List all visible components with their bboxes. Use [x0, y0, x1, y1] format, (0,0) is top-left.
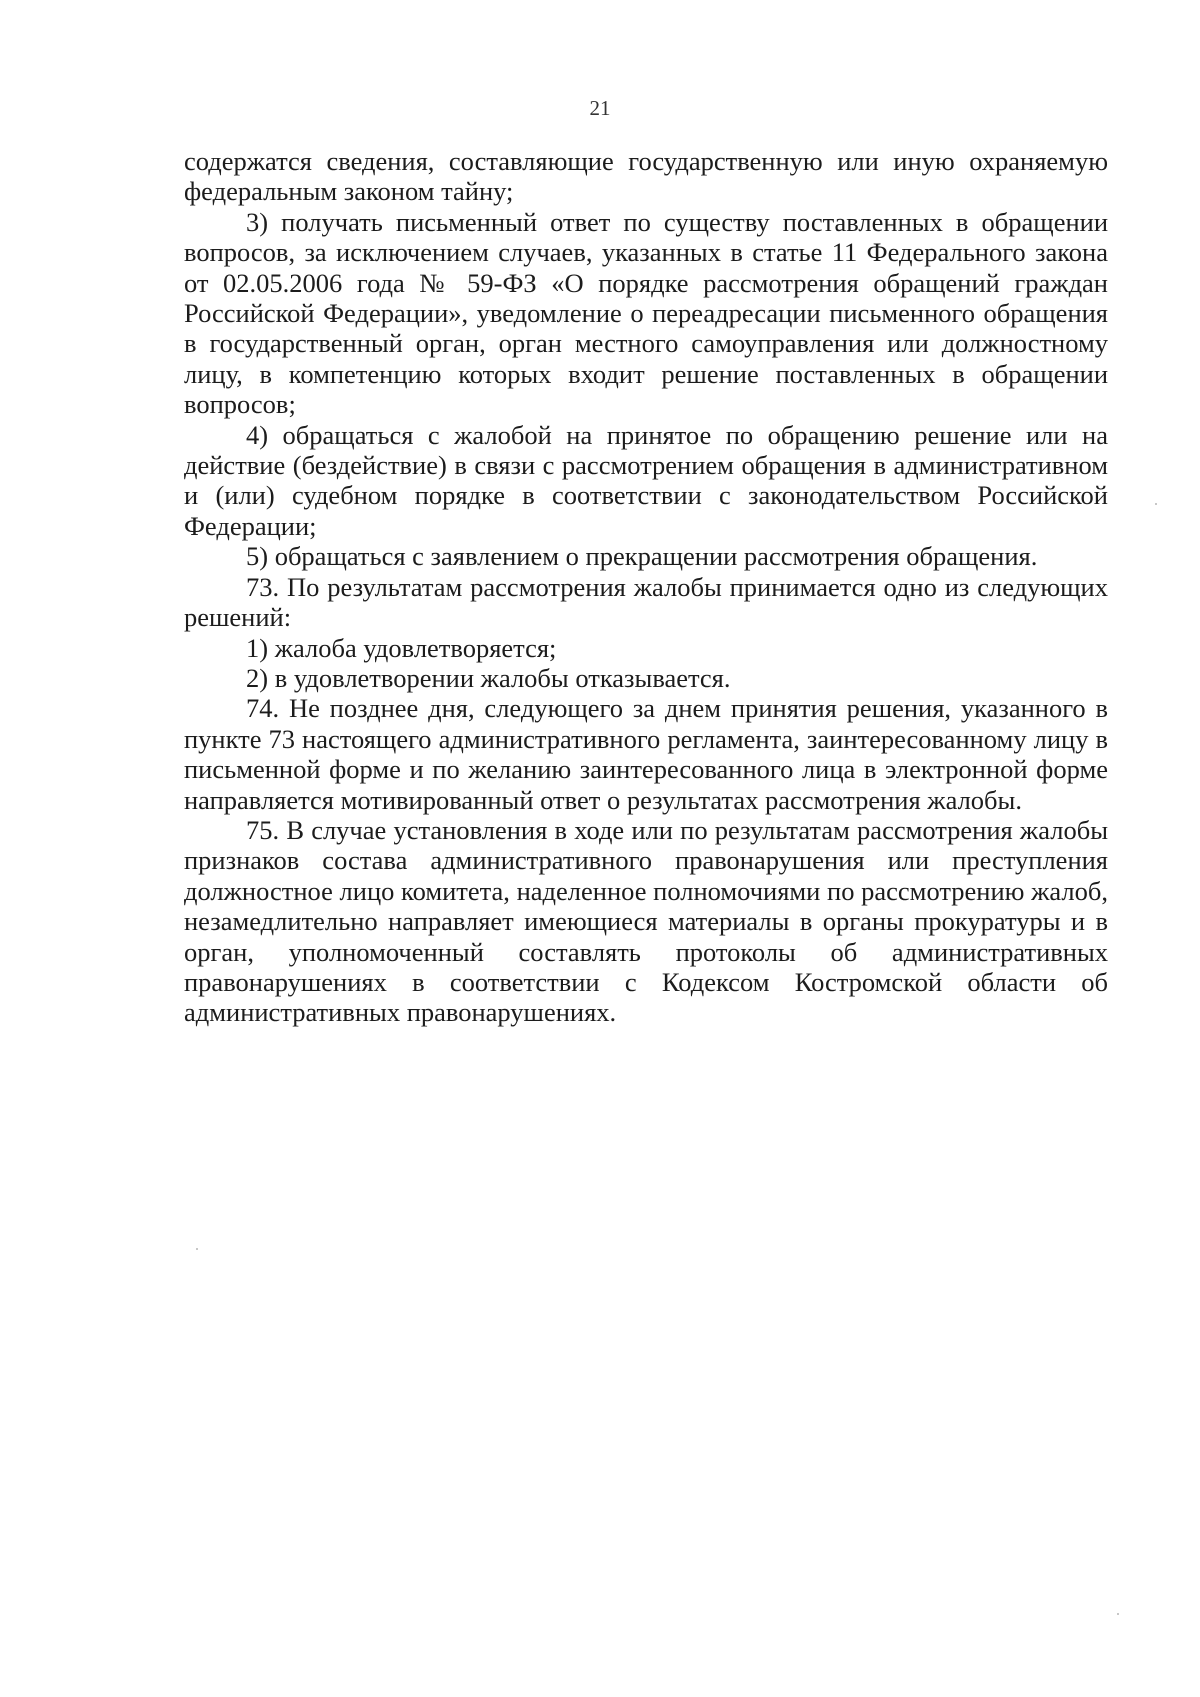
paragraph-continuation: содержатся сведения, составляющие государственную или иную охраняемую федеральным законом тайну;: [184, 146, 1108, 207]
page-number: 21: [589, 96, 611, 120]
paragraph-clause-73: 73. По результатам рассмотрения жалобы принимается одно из следующих решений:: [184, 571, 1108, 633]
scan-speck: [1117, 1613, 1119, 1615]
paragraph-decision-1: 1) жалоба удовлетворяется;: [246, 632, 557, 663]
document-body: [184, 146, 1108, 1028]
paragraph-clause-74: 74. Не позднее дня, следующего за днем принятия решения, указанного в пункте 73 настоящего административного регламента, заинтересованному лицу в письменной форме и по желанию заинтересованного лица в электронной форме направляется мотивированный ответ о результатах рассмотрения жалобы.: [184, 693, 1108, 815]
paragraph-decision-2: 2) в удовлетворении жалобы отказывается.: [246, 662, 731, 693]
scan-speck: [1155, 503, 1157, 505]
paragraph-item-5: 5) обращаться с заявлением о прекращении рассмотрения обращения.: [246, 541, 1038, 572]
paragraph-item-3: 3) получать письменный ответ по существу поставленных в обращении вопросов, за исключением случаев, указанных в статье 11 Федерального закона от 02.05.2006 года № 59-ФЗ «О порядке рассмотрения обращений граждан Российской Федерации», уведомление о переадресации письменного обращения в государственный орган, орган местного самоуправления или должностному лицу, в компетенцию которых входит решение поставленных в обращении вопросов;: [184, 206, 1108, 420]
paragraph-clause-75: 75. В случае установления в ходе или по результатам рассмотрения жалобы признаков состава административного правонарушения или преступления должностное лицо комитета, наделенное полномочиями по рассмотрению жалоб, незамедлительно направляет имеющиеся материалы в органы прокуратуры и в орган, уполномоченный составлять протоколы об административных правонарушениях в соответствии с Кодексом Костромской области об административных правонарушениях.: [184, 814, 1108, 1028]
paragraph-item-4: 4) обращаться с жалобой на принятое по обращению решение или на действие (бездействие) в связи с рассмотрением обращения в административном и (или) судебном порядке в соответствии с законодательством Российской Федерации;: [184, 419, 1108, 541]
scan-speck: [196, 1248, 198, 1250]
